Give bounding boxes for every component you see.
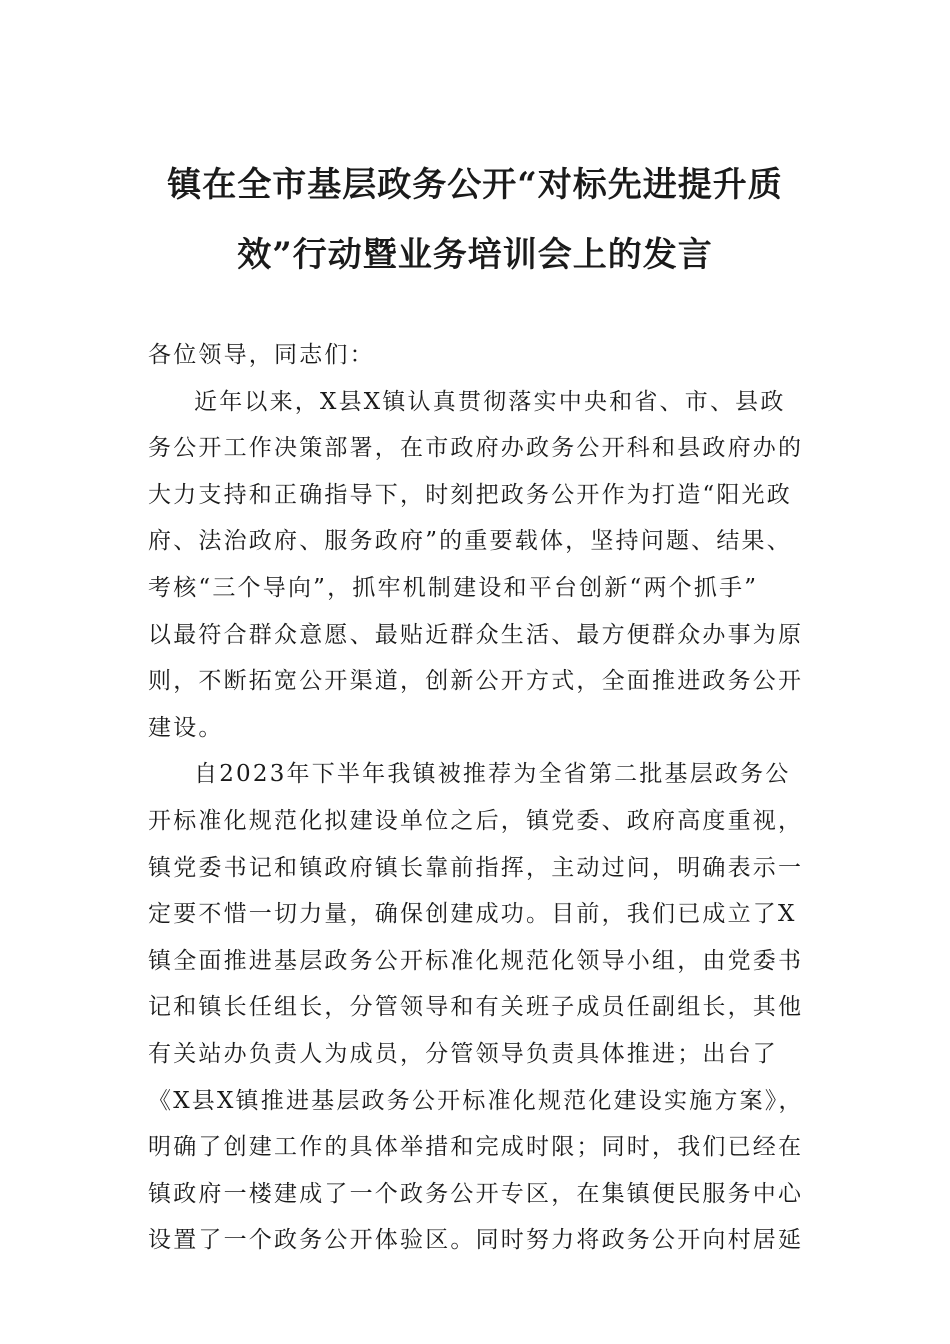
- paragraph-line: 有关站办负责人为成员，分管领导负责具体推进；出台了: [148, 1040, 778, 1067]
- paragraph-line: 开标准化规范化拟建设单位之后，镇党委、政府高度重视，: [148, 807, 804, 834]
- paragraph-line: 镇全面推进基层政务公开标准化规范化领导小组，由党委书: [148, 947, 804, 974]
- paragraph-line: 大力支持和正确指导下，时刻把政务公开作为打造“阳光政: [148, 481, 792, 508]
- salutation: 各位领导，同志们：: [148, 342, 375, 368]
- paragraph-line: 设置了一个政务公开体验区。同时努力将政务公开向村居延: [148, 1227, 804, 1254]
- title-line-1: 镇在全市基层政务公开“对标先进提升质: [167, 165, 783, 205]
- paragraph-line: 《X县X镇推进基层政务公开标准化规范化建设实施方案》，: [148, 1087, 804, 1114]
- paragraph-line: 近年以来，X县X镇认真贯彻落实中央和省、市、县政: [194, 388, 786, 415]
- paragraph-2: [148, 751, 818, 1264]
- paragraph-line: 府、法治政府、服务政府”的重要载体，坚持问题、结果、: [148, 528, 792, 555]
- paragraph-line: 则，不断拓宽公开渠道，创新公开方式，全面推进政务公开: [148, 668, 804, 695]
- document-body: [148, 332, 818, 1264]
- document-title: [140, 150, 810, 290]
- paragraph-line: 建设。: [148, 714, 224, 741]
- paragraph-line: 镇党委书记和镇政府镇长靠前指挥，主动过问，明确表示一: [148, 854, 804, 881]
- paragraph-line: 明确了创建工作的具体举措和完成时限；同时，我们已经在: [148, 1134, 804, 1161]
- paragraph-line: 自2023年下半年我镇被推荐为全省第二批基层政务公: [194, 761, 791, 788]
- paragraph-line: 考核“三个导向”，抓牢机制建设和平台创新“两个抓手”: [148, 574, 759, 601]
- paragraph-line: 记和镇长任组长，分管领导和有关班子成员任副组长，其他: [148, 994, 804, 1021]
- paragraph-line: 务公开工作决策部署，在市政府办政务公开科和县政府办的: [148, 435, 804, 462]
- paragraph-line: 定要不惜一切力量，确保创建成功。目前，我们已成立了X: [148, 901, 797, 928]
- paragraph-1: [148, 379, 818, 752]
- title-line-2: 效”行动暨业务培训会上的发言: [237, 235, 713, 275]
- paragraph-line: 以最符合群众意愿、最贴近群众生活、最方便群众办事为原: [148, 621, 804, 648]
- paragraph-line: 镇政府一楼建成了一个政务公开专区，在集镇便民服务中心: [148, 1180, 804, 1207]
